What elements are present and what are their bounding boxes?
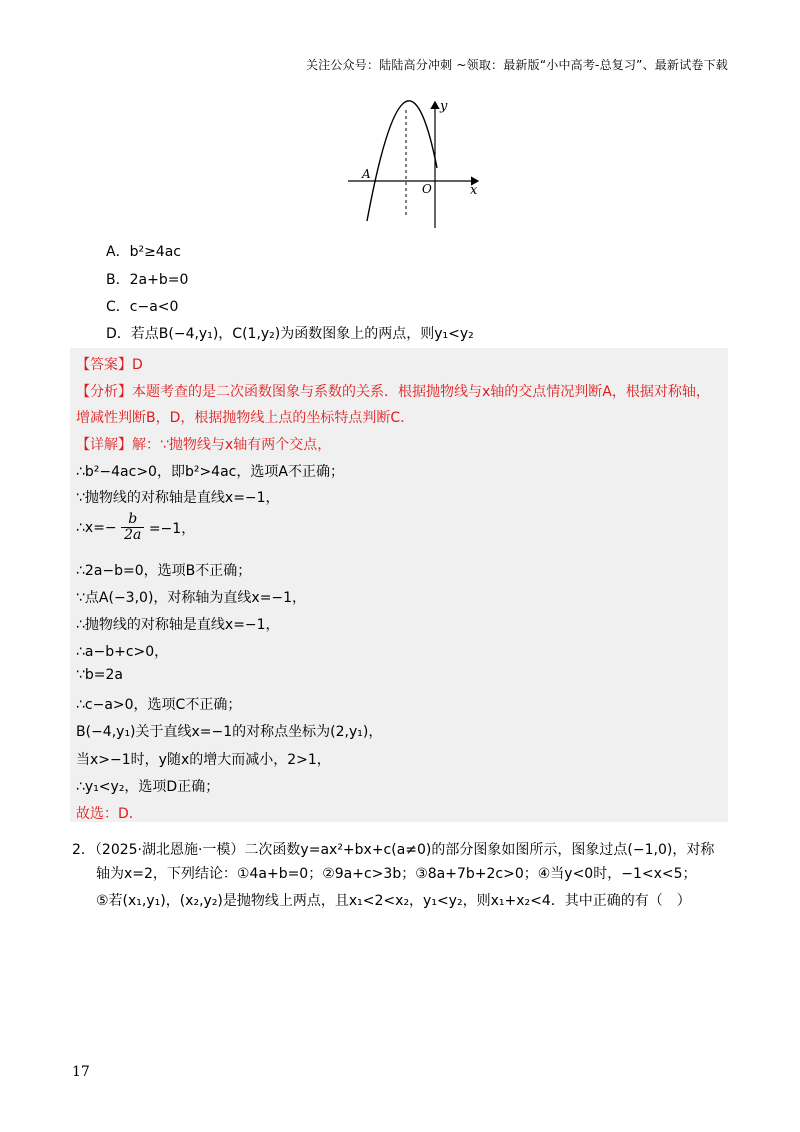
- detail-line: 【详解】解：∵抛物线与x轴有两个交点，: [76, 437, 332, 453]
- step-6: ∴抛物线的对称轴是直线x=−1，: [76, 617, 280, 633]
- analysis-line-2: 增减性判断B，D，根据抛物线上点的坐标特点判断C．: [76, 410, 415, 426]
- step-4: ∴2a−b=0，选项B不正确；: [76, 563, 252, 579]
- step-13: 故选：D．: [76, 806, 143, 822]
- option-c: C．c−a<0: [106, 299, 179, 315]
- question-2-line-2: 轴为x=2，下列结论：①4a+b=0；②9a+c>3b；③8a+7b+2c>0；④当y<0时，−1<x<5；: [96, 866, 697, 882]
- point-a-label: A: [362, 167, 371, 181]
- fraction-numerator: b: [121, 512, 144, 528]
- question-2-line-3: ⑤若(x₁,y₁)，(x₂,y₂)是抛物线上两点，且x₁<2<x₂，y₁<y₂，则x₁+x₂<4．其中正确的有（ ）: [96, 893, 691, 909]
- step-8: ∵b=2a: [76, 667, 124, 683]
- origin-label: O: [422, 182, 432, 196]
- option-d: D．若点B(−4,y₁)，C(1,y₂)为函数图象上的两点，则y₁<y₂: [106, 326, 474, 342]
- question-2-line-1: 2．（2025·湖北恩施·一模）二次函数y=ax²+bx+c(a≠0)的部分图象如图所示，图象过点(−1,0)，对称: [72, 842, 715, 858]
- page-number: 17: [72, 1064, 90, 1080]
- page-header: 关注公众号：陆陆高分冲刺 ~领取：最新版“小中高考-总复习”、最新试卷下载: [305, 58, 728, 72]
- step-10: B(−4,y₁)关于直线x=−1的对称点坐标为(2,y₁)，: [76, 724, 383, 740]
- step-9: ∴c−a>0，选项C不正确；: [76, 697, 242, 713]
- step-1: ∴b²−4ac>0，即b²>4ac，选项A不正确；: [76, 464, 344, 480]
- option-b: B．2a+b=0: [106, 272, 189, 288]
- step-3-lhs: ∴x=−: [76, 519, 117, 536]
- step-2: ∵抛物线的对称轴是直线x=−1，: [76, 490, 280, 506]
- step-7: ∴a−b+c>0，: [76, 644, 169, 660]
- y-label: y: [440, 99, 448, 114]
- option-a: A．b²≥4ac: [106, 244, 181, 260]
- parabola-figure: [340, 96, 490, 234]
- step-5: ∵点A(−3,0)，对称轴为直线x=−1，: [76, 590, 307, 606]
- step-3-rhs: =−1，: [148, 520, 196, 537]
- step-3: [76, 512, 195, 544]
- fraction: [121, 512, 144, 544]
- analysis-line-1: 【分析】本题考查的是二次函数图象与系数的关系．根据抛物线与x轴的交点情况判断A，根据对称轴，: [76, 384, 710, 400]
- x-label: x: [470, 183, 478, 198]
- answer-line: 【答案】D: [76, 357, 143, 373]
- step-12: ∴y₁<y₂，选项D正确；: [76, 779, 220, 795]
- fraction-denominator: 2a: [124, 527, 142, 544]
- parabola-curve: [367, 101, 437, 221]
- step-11: 当x>−1时，y随x的增大而减小，2>1，: [76, 752, 331, 768]
- parabola-graph: [340, 96, 490, 234]
